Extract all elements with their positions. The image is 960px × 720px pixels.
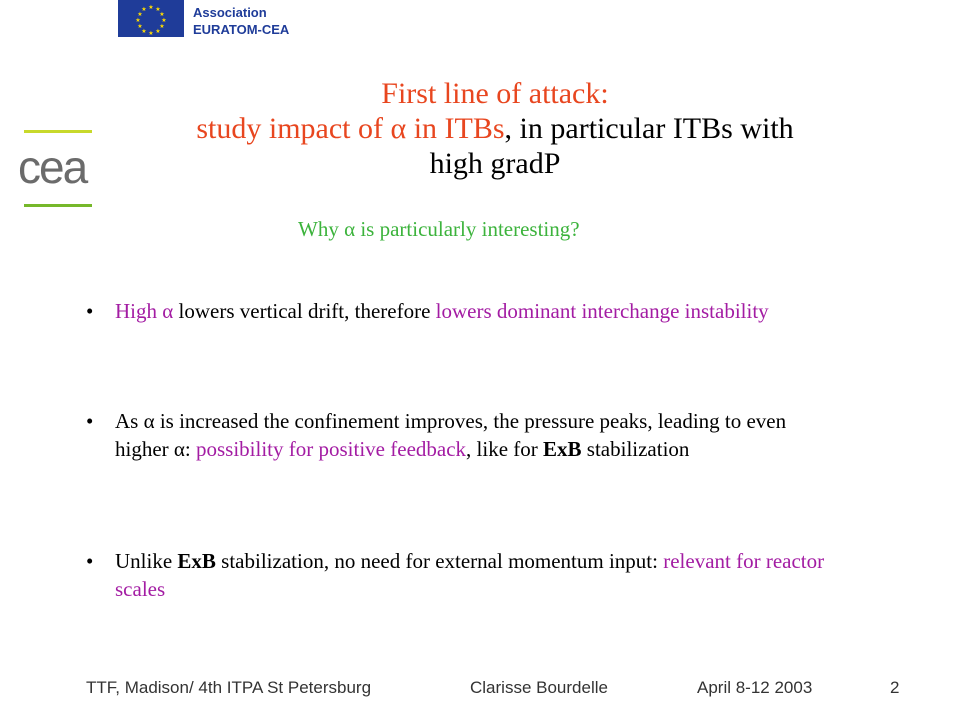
footer-page-number: 2 [890,678,900,697]
bullet-3-part-4: relevant for reactor scales [115,549,825,601]
association-line-1: Association [193,5,267,20]
svg-text:★: ★ [137,23,143,30]
bullet-2-part-2: possibility for positive feedback [196,437,467,461]
bullet-1-part-3: lowers dominant interchange instability [435,299,769,323]
title-line-2 [0,111,960,146]
bullet-2-part-4: ExB [543,437,582,461]
bullet-text [115,407,840,463]
svg-text:★: ★ [161,17,167,24]
title-line-3: high gradP [429,147,561,180]
bullet-2-part-3: , like for [466,437,544,461]
bullet-icon: • [86,409,94,433]
svg-text:★: ★ [137,11,143,18]
slide-title [0,76,960,181]
slide-footer [0,678,960,704]
association-label [193,4,289,38]
svg-text:★: ★ [148,4,154,11]
bullet-3-part-2: ExB [177,549,216,573]
title-line-1: First line of attack: [381,77,609,110]
svg-text:★: ★ [159,23,165,30]
svg-text:★: ★ [148,30,154,37]
bullet-text [115,297,855,325]
subtitle: Why α is particularly interesting? [298,217,580,241]
svg-text:★: ★ [155,6,161,13]
footer-venue: TTF, Madison/ 4th ITPA St Petersburg [86,678,372,697]
bullet-3-part-3: stabilization, no need for external momentum input: [215,549,664,573]
svg-text:★: ★ [141,6,147,13]
bullet-3-part-1: Unlike [115,549,178,573]
bullet-text [115,547,855,603]
svg-text:★: ★ [155,28,161,35]
svg-text:cea: cea [18,141,87,193]
title-line-2-rest: , in particular ITBs with [504,112,794,145]
footer-author: Clarisse Bourdelle [470,678,608,697]
title-line-2-highlight: study impact of α in ITBs [196,112,505,145]
bullet-2-part-5: stabilization [581,437,690,461]
bullet-icon: • [86,299,94,323]
bullet-1-part-1: High α [115,299,174,323]
svg-text:★: ★ [159,11,165,18]
bullet-1-part-2: lowers vertical drift, therefore [173,299,436,323]
svg-text:★: ★ [141,28,147,35]
bullet-2-part-1: As α is increased the confinement improves, the pressure peaks, leading to even higher α: [115,409,787,461]
association-line-2: EURATOM-CEA [193,22,290,37]
eu-flag-icon [118,0,184,37]
footer-date: April 8-12 2003 [697,678,813,697]
svg-text:★: ★ [135,17,141,24]
bullet-icon: • [86,549,94,573]
